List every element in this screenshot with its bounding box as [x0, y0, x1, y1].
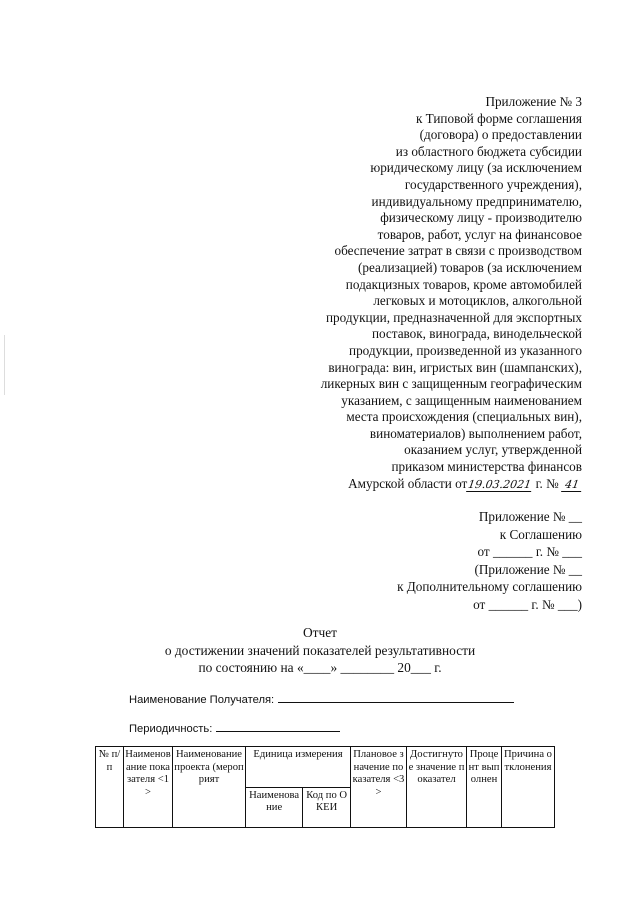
- recipient-label: Наименование Получателя:: [129, 694, 275, 706]
- header-line: ликерных вин с защищенным географическим: [320, 376, 582, 392]
- header-line: (договора) о предоставлении: [419, 127, 582, 143]
- header-line: индивидуальному предпринимателю,: [371, 193, 582, 209]
- recipient-blank-line: [278, 693, 514, 703]
- appendix-line: Приложение № __: [478, 509, 582, 524]
- header-line: подакцизных товаров, кроме автомобилей: [345, 276, 582, 292]
- order-mid: г. №: [535, 475, 559, 491]
- appendix-line: к Дополнительному соглашению: [397, 579, 582, 595]
- periodicity-field: [129, 722, 340, 735]
- appendix-line: к Соглашению: [499, 526, 582, 542]
- header-line: легковых и мотоциклов, алкогольной: [373, 293, 582, 309]
- appendix-line: от ______ г. № ___: [477, 544, 582, 560]
- header-line: указанием, с защищенным наименованием: [341, 392, 582, 408]
- col-completion-percent: Процент выполнен: [467, 747, 502, 828]
- col-project-name: Наименование проекта (мероприят: [173, 747, 246, 828]
- col-unit-name: Наименование: [246, 787, 303, 828]
- header-line: приказом министерства финансов: [391, 459, 582, 475]
- col-indicator-name: Наименование показателя <1>: [124, 747, 173, 828]
- order-date-handwritten: 19.03.2021: [467, 477, 533, 491]
- header-line: товаров, работ, услуг на финансовое: [377, 226, 582, 242]
- report-subtitle: о достижении значений показателей результативности: [164, 642, 476, 658]
- header-line: места происхождения (специальных вин),: [346, 409, 582, 425]
- header-line: продукции, предназначенной для экспортных: [325, 309, 582, 325]
- header-line: физическому лицу - производителю: [380, 210, 582, 226]
- header-line: винограда: вин, игристых вин (шампанских),: [328, 359, 582, 375]
- report-title-block: [0, 624, 640, 677]
- col-unit-okei: Код по ОКЕИ: [303, 787, 351, 828]
- header-line: юридическому лицу (за исключением: [370, 160, 582, 176]
- recipient-field: [129, 693, 514, 706]
- col-unit-group: Единица измерения: [246, 747, 351, 788]
- header-line: (реализацией) товаров (за исключением: [358, 259, 582, 275]
- order-prefix: Амурской области от: [348, 475, 468, 491]
- col-planned-value: Плановое значение показателя <3>: [351, 747, 407, 828]
- indicators-table-wrap: [95, 746, 555, 828]
- header-line: государственного учреждения),: [404, 176, 582, 192]
- col-achieved-value: Достигнутое значение показател: [407, 747, 467, 828]
- col-number: № п/п: [96, 747, 124, 828]
- periodicity-label: Периодичность:: [129, 723, 213, 735]
- report-as-of-date: по состоянию на «____» ________ 20___ г.: [198, 660, 442, 675]
- report-title: Отчет: [302, 625, 338, 640]
- header-line: к Типовой форме соглашения: [415, 110, 582, 126]
- approval-header: [252, 94, 582, 492]
- indicators-table: [95, 746, 555, 828]
- periodicity-blank-line: [216, 722, 340, 732]
- scan-edge-mark: [4, 335, 5, 395]
- col-deviation-reason: Причина отклонения: [502, 747, 555, 828]
- header-line: из областного бюджета субсидии: [395, 143, 582, 159]
- order-line: [252, 476, 582, 493]
- appendix-reference: [252, 508, 582, 614]
- header-line: виноматериалов) выполнением работ,: [369, 425, 582, 441]
- order-number-handwritten: 41: [561, 479, 583, 492]
- header-line: поставок, винограда, винодельческой: [371, 326, 582, 342]
- header-line: оказанием услуг, утвержденной: [404, 442, 582, 458]
- header-line: продукции, произведенной из указанного: [349, 342, 582, 358]
- appendix-line: (Приложение № __: [474, 561, 582, 577]
- table-header-row: [96, 747, 555, 788]
- header-line: обеспечение затрат в связи с производством: [334, 243, 582, 259]
- appendix-line: от ______ г. № ___): [473, 596, 582, 612]
- header-line: Приложение № 3: [485, 94, 582, 109]
